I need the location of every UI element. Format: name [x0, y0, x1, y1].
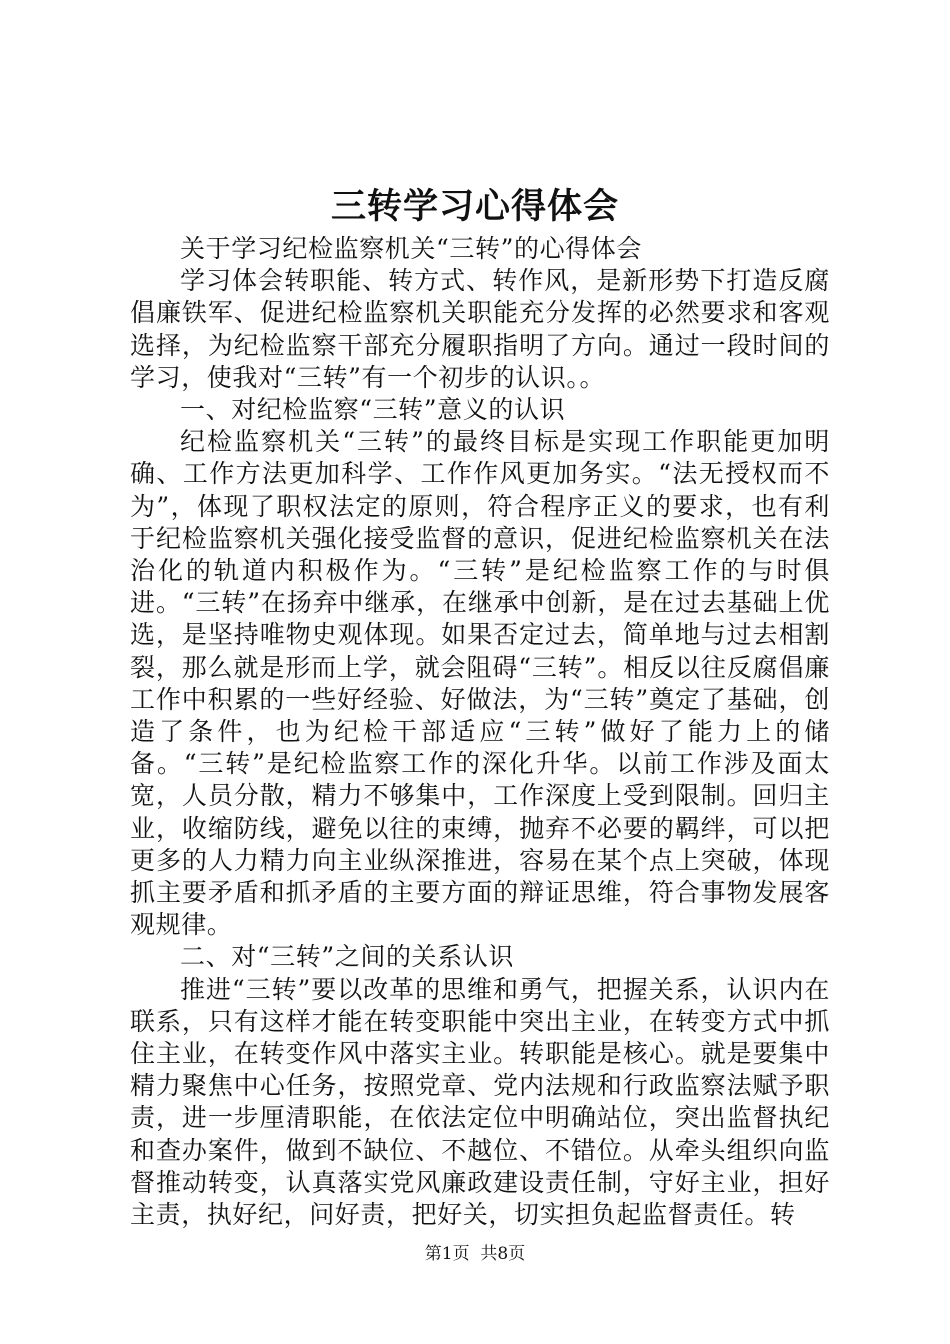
section-heading-1: 一、对纪检监察“三转”意义的认识 — [180, 395, 566, 425]
document-title: 三转学习心得体会 — [330, 186, 619, 227]
paragraph-subtitle: 关于学习纪检监察机关“三转”的心得体会 — [180, 234, 642, 263]
page-number-footer: 第1页 共8页 — [424, 1244, 526, 1264]
paragraph-intro: 学习体会转职能、转方式、转作风，是新形势下打造反腐倡廉铁军、促进纪检监察机关职能充分发挥的必然要求和客观选择，为纪检监察干部充分履职指明了方向。通过一段时间的学习，使我对“三转”有一个初步的认识。。 — [130, 266, 830, 392]
paragraph-section-2: 推进“三转”要以改革的思维和勇气，把握关系，认识内在联系，只有这样才能在转变职能中突出主业，在转变方式中抓住主业，在转变作风中落实主业。转职能是核心。就是要集中精力聚焦中心任务，按照党章、党内法规和行政监察法赋予职责，进一步厘清职能，在依法定位中明确站位，突出监督执纪和查办案件，做到不缺位、不越位、不错位。从牵头组织向监督推动转变，认真落实党风廉政建设责任制，守好主业，担好主责，执好纪，问好责，把好关，切实担负起监督责任。转 — [130, 974, 830, 1230]
paragraph-section-1: 纪检监察机关“三转”的最终目标是实现工作职能更加明确、工作方法更加科学、工作作风更加务实。“法无授权而不为”，体现了职权法定的原则，符合程序正义的要求，也有利于纪检监察机关强化接受监督的意识，促进纪检监察机关在法治化的轨道内积极作为。“三转”是纪检监察工作的与时俱进。“三转”在扬弃中继承，在继承中创新，是在过去基础上优选，是坚持唯物史观体现。如果否定过去，简单地与过去相割裂，那么就是形而上学，就会阻碍“三转”。相反以往反腐倡廉工作中积累的一些好经验、好做法，为“三转”奠定了基础，创造了条件，也为纪检干部适应“三转”做好了能力上的储备。“三转”是纪检监察工作的深化升华。以前工作涉及面太宽，人员分散，精力不够集中，工作深度上受到限制。回归主业，收缩防线，避免以往的束缚，抛弃不必要的羁绊，可以把更多的人力精力向主业纵深推进，容易在某个点上突破，体现抓主要矛盾和抓矛盾的主要方面的辩证思维，符合事物发展客观规律。 — [130, 427, 830, 940]
section-heading-2: 二、对“三转”之间的关系认识 — [180, 942, 514, 972]
document-body — [130, 233, 830, 1231]
